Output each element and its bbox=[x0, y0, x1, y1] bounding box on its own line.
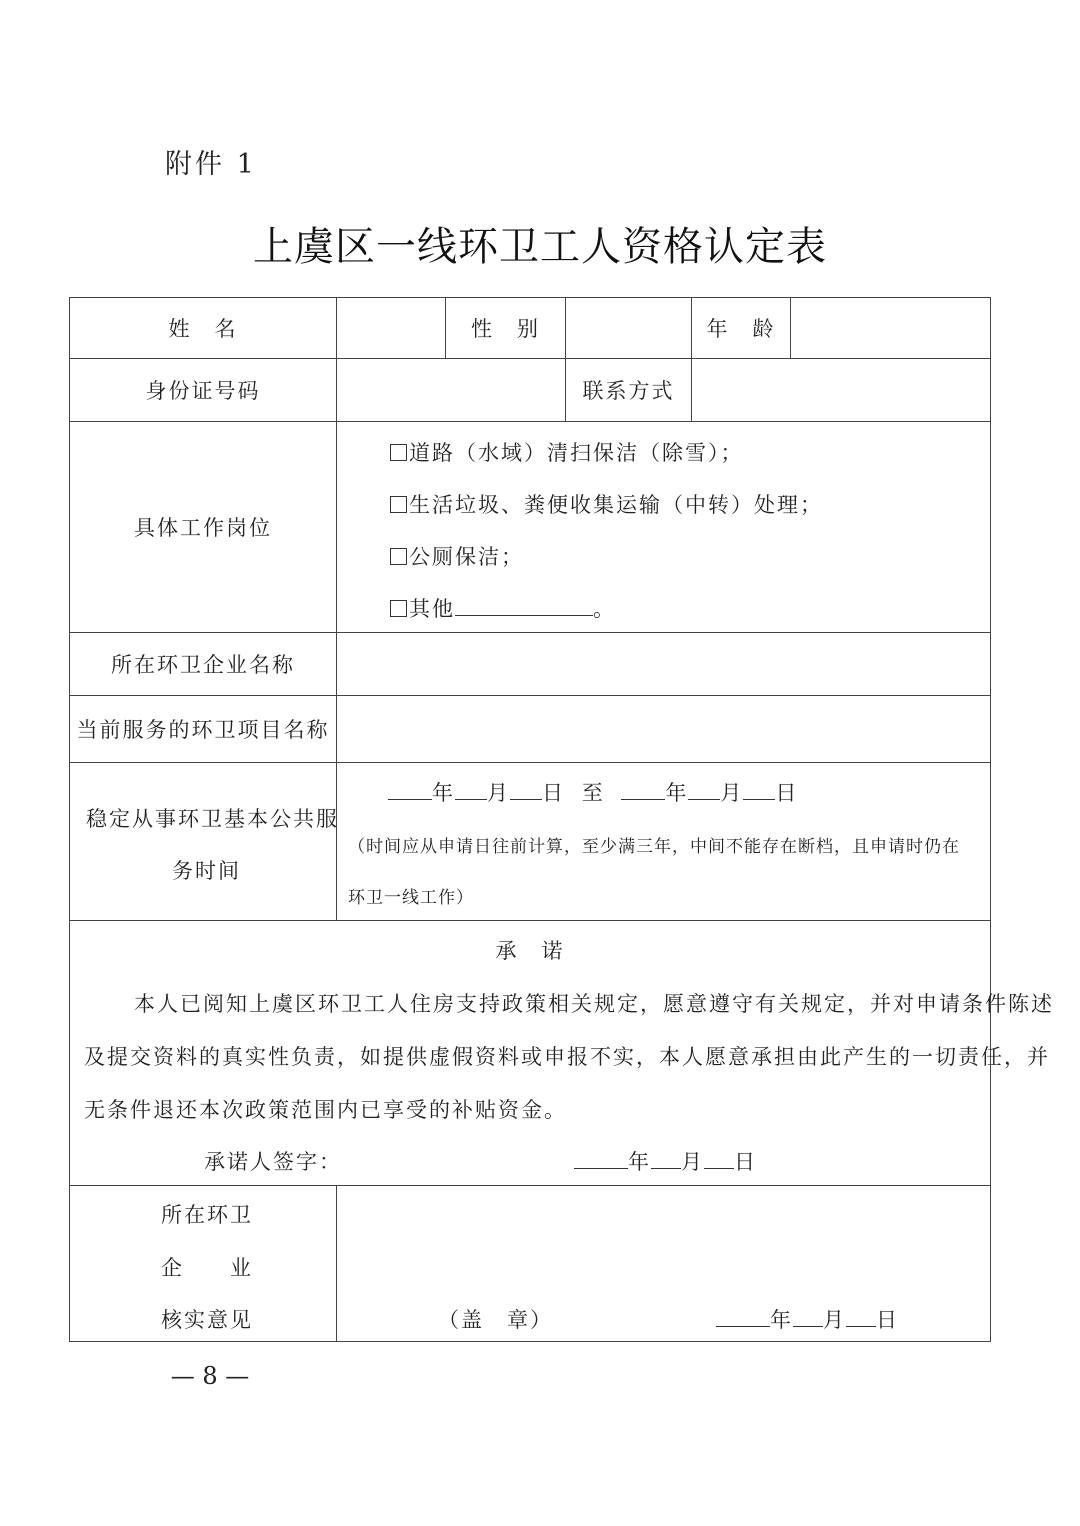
service-date-range: 年 月 日 至 年 月 日 bbox=[388, 777, 798, 807]
company-name-input[interactable] bbox=[337, 633, 990, 695]
verification-label-line2: 企 业 bbox=[161, 1256, 253, 1280]
contact-input[interactable] bbox=[692, 359, 990, 421]
verification-label-line1: 所在环卫 bbox=[161, 1203, 253, 1227]
project-name-label: 当前服务的环卫项目名称 bbox=[76, 718, 330, 742]
pledge-heading: 承 诺 bbox=[495, 939, 565, 963]
job-option-road[interactable]: 道路（水域）清扫保洁（除雪）； bbox=[390, 437, 744, 467]
form-title: 上虞区一线环卫工人资格认定表 bbox=[253, 224, 827, 270]
verification-label-line3: 核实意见 bbox=[161, 1308, 253, 1332]
id-number-label: 身份证号码 bbox=[145, 379, 261, 403]
end-day-blank[interactable] bbox=[743, 779, 775, 800]
pledge-line2: 及提交资料的真实性负责，如提供虚假资料或申报不实，本人愿意承担由此产生的一切责任，并 bbox=[84, 1045, 1050, 1069]
gender-label: 性 别 bbox=[471, 317, 540, 341]
job-option-other[interactable]: 其他 。 bbox=[390, 593, 616, 623]
pledge-year-blank[interactable] bbox=[574, 1148, 628, 1169]
pledge-day-blank[interactable] bbox=[704, 1148, 734, 1169]
company-name-label: 所在环卫企业名称 bbox=[111, 653, 295, 677]
id-number-input[interactable] bbox=[337, 359, 565, 421]
seal-label: （盖 章） bbox=[438, 1308, 553, 1332]
end-year-blank[interactable] bbox=[621, 779, 665, 800]
service-time-label-line1: 稳定从事环卫基本公共服 bbox=[86, 807, 339, 831]
page-number: — 8 — bbox=[170, 1362, 250, 1390]
project-name-input[interactable] bbox=[337, 696, 990, 762]
checkbox-icon[interactable] bbox=[390, 600, 407, 617]
service-time-label-line2: 务时间 bbox=[172, 859, 241, 883]
end-month-blank[interactable] bbox=[688, 779, 720, 800]
age-input[interactable] bbox=[791, 298, 990, 358]
gender-input[interactable] bbox=[566, 298, 691, 358]
start-year-blank[interactable] bbox=[388, 779, 432, 800]
name-label: 姓 名 bbox=[168, 317, 238, 341]
job-option-toilet[interactable]: 公厕保洁； bbox=[390, 541, 524, 571]
checkbox-icon[interactable] bbox=[390, 496, 407, 513]
verify-year-blank[interactable] bbox=[716, 1306, 770, 1327]
verify-month-blank[interactable] bbox=[793, 1306, 823, 1327]
pledge-month-blank[interactable] bbox=[651, 1148, 681, 1169]
pledge-line1: 本人已阅知上虞区环卫工人住房支持政策相关规定，愿意遵守有关规定，并对申请条件陈述 bbox=[134, 992, 1054, 1016]
verification-date: 年 月 日 bbox=[716, 1304, 899, 1334]
pledge-date: 年 月 日 bbox=[574, 1146, 757, 1176]
attachment-label: 附件 1 bbox=[165, 149, 257, 180]
job-option-garbage[interactable]: 生活垃圾、粪便收集运输（中转）处理； bbox=[390, 489, 823, 519]
age-label: 年 龄 bbox=[706, 317, 776, 341]
name-input[interactable] bbox=[337, 298, 445, 358]
signature-label: 承诺人签字： bbox=[204, 1150, 342, 1174]
start-day-blank[interactable] bbox=[510, 779, 542, 800]
service-note-line1: （时间应从申请日往前计算，至少满三年，中间不能存在断档，且申请时仍在 bbox=[348, 837, 960, 857]
checkbox-icon[interactable] bbox=[390, 444, 407, 461]
start-month-blank[interactable] bbox=[455, 779, 487, 800]
pledge-line3: 无条件退还本次政策范围内已享受的补贴资金。 bbox=[84, 1098, 567, 1122]
checkbox-icon[interactable] bbox=[390, 548, 407, 565]
job-position-label: 具体工作岗位 bbox=[134, 516, 272, 540]
service-note-line2: 环卫一线工作） bbox=[348, 888, 474, 908]
contact-label: 联系方式 bbox=[582, 379, 675, 403]
other-blank[interactable] bbox=[455, 595, 593, 616]
verify-day-blank[interactable] bbox=[846, 1306, 876, 1327]
